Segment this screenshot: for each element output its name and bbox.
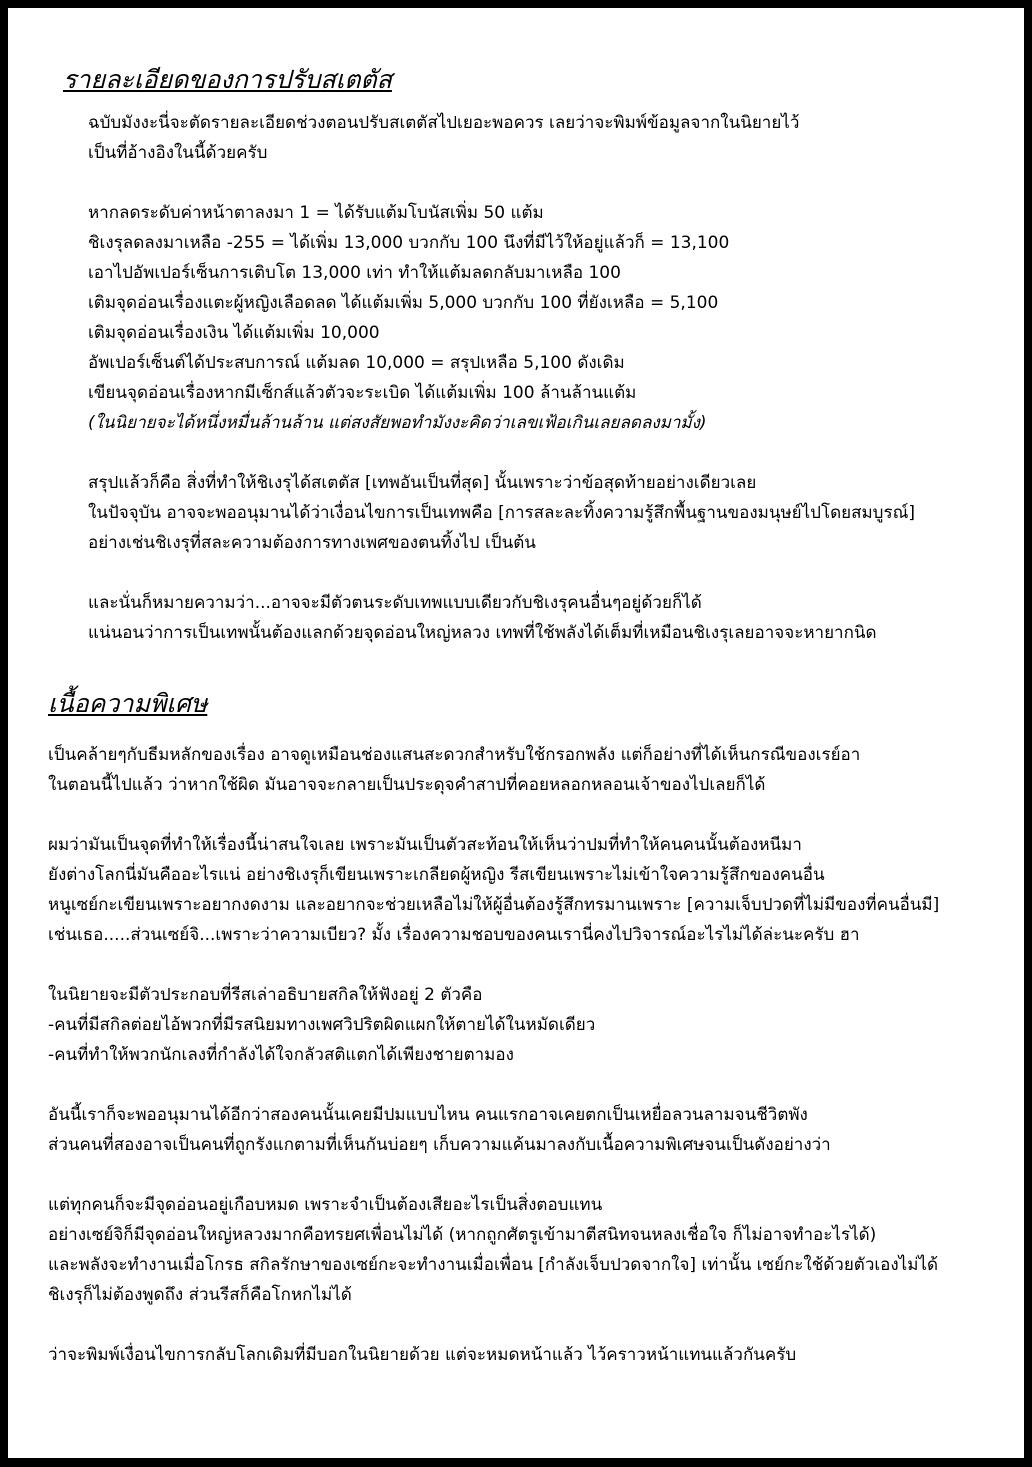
paragraph-line: อย่างเช่นชิเงรุที่สละความต้องการทางเพศของตนทิ้งไป เป็นต้น: [88, 533, 536, 553]
paragraph-line: ชิเงรุก็ไม่ต้องพูดถึง ส่วนรีสก็คือโกหกไม่ได้: [48, 1285, 352, 1305]
paragraph-line-note: (ในนิยายจะได้หนึ่งหมื่นล้านล้าน แต่สงสัยพอทำมังงะคิดว่าเลขเฟ้อเกินเลยลดลงมามั้ง): [88, 413, 707, 433]
paragraph-line: เอาไปอัพเปอร์เซ็นการเติบโต 13,000 เท่า ทำให้แต้มลดกลับมาเหลือ 100: [88, 263, 621, 283]
paragraph-line: ยังต่างโลกนี่มันคืออะไรแน่ อย่างชิเงรุก็เขียนเพราะเกลียดผู้หญิง รีสเขียนเพราะไม่เข้าใจความรู้สึกของคนอื่น: [48, 865, 825, 885]
paragraph-line: อัพเปอร์เซ็นต์ได้ประสบการณ์ แต้มลด 10,000 = สรุปเหลือ 5,100 ดังเดิม: [88, 353, 625, 373]
paragraph-line: -คนที่มีสกิลต่อยไอ้พวกที่มีรสนิยมทางเพศวิปริตผิดแผกให้ตายได้ในหมัดเดียว: [48, 1015, 596, 1035]
paragraph-line: และนั่นก็หมายความว่า...อาจจะมีตัวตนระดับเทพแบบเดียวกับชิเงรุคนอื่นๆอยู่ด้วยก็ได้: [88, 593, 702, 613]
paragraph-line: เช่นเธอ.....ส่วนเซย์จิ...เพราะว่าความเบียว? มั้ง เรื่องความชอบของคนเรานี่คงไปวิจารณ์อะไรไม่ได้ล่ะนะครับ ฮา: [48, 925, 860, 945]
paragraph-line: สรุปแล้วก็คือ สิ่งที่ทำให้ชิเงรุได้สเตตัส [เทพอันเป็นที่สุด] นั้นเพราะว่าข้อสุดท้ายอย่างเดียวเลย: [88, 473, 757, 493]
paragraph-line: ส่วนคนที่สองอาจเป็นคนที่ถูกรังแกตามที่เห็นกันบ่อยๆ เก็บความแค้นมาลงกับเนื้อความพิเศษจนเป็นดังอย่างว่า: [48, 1135, 831, 1155]
paragraph-line: เป็นคล้ายๆกับธีมหลักของเรื่อง อาจดูเหมือนช่องแสนสะดวกสำหรับใช้กรอกพลัง แต่ก็อย่างที่ได้เห็นกรณีของเรย์อา: [48, 745, 861, 765]
paragraph-line: ในปัจจุบัน อาจจะพออนุมานได้ว่าเงื่อนไขการเป็นเทพคือ [การสละละทิ้งความรู้สึกพื้นฐานของมนุษย์ไปโดยสมบูรณ์]: [88, 503, 916, 523]
paragraph-line: หากลดระดับค่าหน้าตาลงมา 1 = ได้รับแต้มโบนัสเพิ่ม 50 แต้ม: [88, 203, 544, 223]
paragraph-line: ผมว่ามันเป็นจุดที่ทำให้เรื่องนี้น่าสนใจเลย เพราะมันเป็นตัวสะท้อนให้เห็นว่าปมที่ทำให้คนคนนั้นต้องหนีมา: [48, 835, 802, 855]
section-title-status: รายละเอียดของการปรับสเตตัส: [63, 65, 392, 94]
paragraph-line: ชิเงรุลดลงมาเหลือ -255 = ได้เพิ่ม 13,000 บวกกับ 100 นึงที่มีไว้ให้อยู่แล้วก็ = 13,100: [88, 233, 730, 253]
document-page: [8, 8, 1024, 1458]
paragraph-line: ในตอนนี้ไปแล้ว ว่าหากใช้ผิด มันอาจจะกลายเป็นประดุจคำสาปที่คอยหลอกหลอนเจ้าของไปเลยก็ได้: [48, 775, 766, 795]
paragraph-line: เป็นที่อ้างอิงในนี้ด้วยครับ: [88, 143, 268, 163]
paragraph-line: ว่าจะพิมพ์เงื่อนไขการกลับโลกเดิมที่มีบอกในนิยายด้วย แต่จะหมดหน้าแล้ว ไว้คราวหน้าแทนแล้วกันครับ: [48, 1345, 797, 1365]
paragraph-line: เติมจุดอ่อนเรื่องเงิน ได้แต้มเพิ่ม 10,000: [88, 323, 380, 343]
paragraph-line: และพลังจะทำงานเมื่อโกรธ สกิลรักษาของเซย์กะจะทำงานเมื่อเพื่อน [กำลังเจ็บปวดจากใจ] เท่านั้น เซย์กะใช้ด้วยตัวเองไม่ได้: [48, 1255, 939, 1275]
paragraph-line: อย่างเซย์จิก็มีจุดอ่อนใหญ่หลวงมากคือทรยศเพื่อนไม่ได้ (หากถูกศัตรูเข้ามาตีสนิทจนหลงเชื่อใจ ก็ไม่อาจทำอะไรได้): [48, 1225, 877, 1245]
paragraph-line: เขียนจุดอ่อนเรื่องหากมีเซ็กส์แล้วตัวจะระเบิด ได้แต้มเพิ่ม 100 ล้านล้านแต้ม: [88, 383, 637, 403]
paragraph-line: เติมจุดอ่อนเรื่องแตะผู้หญิงเลือดลด ได้แต้มเพิ่ม 5,000 บวกกับ 100 ที่ยังเหลือ = 5,100: [88, 293, 719, 313]
paragraph-line: -คนที่ทำให้พวกนักเลงที่กำลังได้ใจกลัวสติแตกได้เพียงชายตามอง: [48, 1045, 514, 1065]
paragraph-line: แต่ทุกคนก็จะมีจุดอ่อนอยู่เกือบหมด เพราะจำเป็นต้องเสียอะไรเป็นสิ่งตอบแทน: [48, 1195, 603, 1215]
paragraph-line: ในนิยายจะมีตัวประกอบที่รีสเล่าอธิบายสกิลให้ฟังอยู่ 2 ตัวคือ: [48, 985, 483, 1005]
paragraph-line: ฉบับมังงะนี่จะตัดรายละเอียดช่วงตอนปรับสเตตัสไปเยอะพอควร เลยว่าจะพิมพ์ข้อมูลจากในนิยายไว้: [88, 113, 800, 133]
paragraph-line: หนูเซย์กะเขียนเพราะอยากงดงาม และอยากจะช่วยเหลือไม่ให้ผู้อื่นต้องรู้สึกทรมานเพราะ [ความเจ็บปวดที่ไม่มีของที่คนอื่นมี]: [48, 895, 940, 915]
section-title-special: เนื้อความพิเศษ: [48, 689, 208, 718]
paragraph-line: แน่นอนว่าการเป็นเทพนั้นต้องแลกด้วยจุดอ่อนใหญ่หลวง เทพที่ใช้พลังได้เต็มที่เหมือนชิเงรุเลยอาจจะหายากนิด: [88, 623, 877, 643]
paragraph-line: อันนี้เราก็จะพออนุมานได้อีกว่าสองคนนั้นเคยมีปมแบบไหน คนแรกอาจเคยตกเป็นเหยื่อลวนลามจนชีวิตพัง: [48, 1105, 808, 1125]
